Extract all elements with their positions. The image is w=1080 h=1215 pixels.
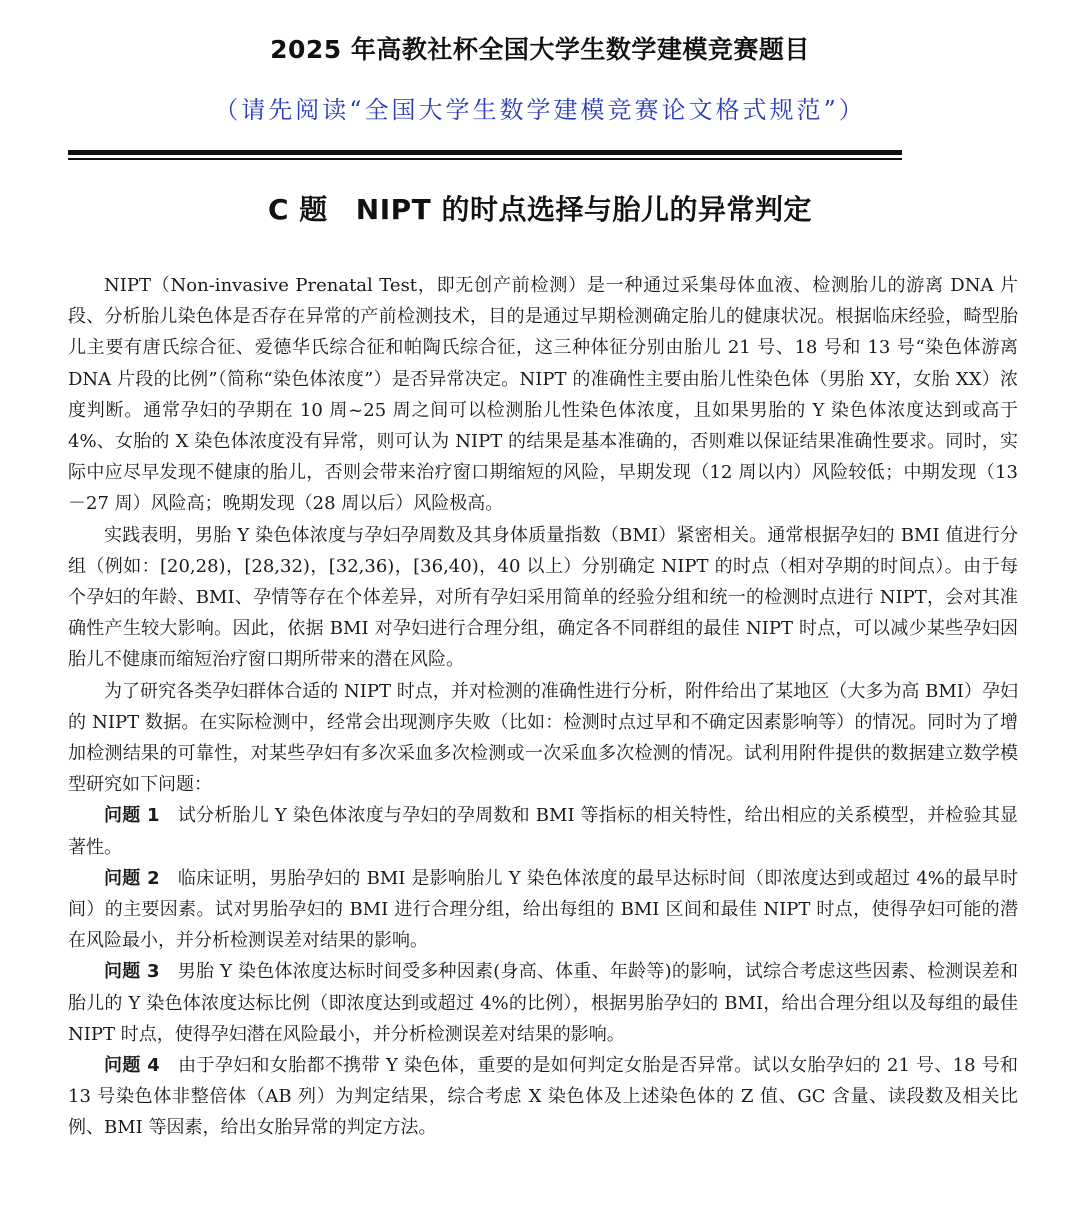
question-1-text: 试分析胎儿 Y 染色体浓度与孕妇的孕周数和 BMI 等指标的相关特性，给出相应的关系模型，并检验其显著性。 (68, 805, 1018, 858)
question-3 (68, 956, 1018, 1050)
question-1-label: 问题 1 (104, 805, 160, 827)
question-4-text: 由于孕妇和女胎都不携带 Y 染色体，重要的是如何判定女胎是否异常。试以女胎孕妇的 21 号、18 号和 13 号染色体非整倍体（AB 列）为判定结果，综合考虑 X 染色体及上述染色体的 Z 值、GC 含量、读段数及相关比例、BMI 等因素，给出女胎异常的判定方法。 (68, 1055, 1018, 1139)
question-2-label: 问题 2 (104, 867, 160, 889)
question-2-text: 临床证明，男胎孕妇的 BMI 是影响胎儿 Y 染色体浓度的最早达标时间（即浓度达到或超过 4%的最早时间）的主要因素。试对男胎孕妇的 BMI 进行合理分组，给出每组的 BMI 区间和最佳 NIPT 时点，使得孕妇可能的潜在风险最小，并分析检测误差对结果的影响。 (68, 867, 1019, 952)
title-rule-thin (68, 158, 902, 160)
title-rule-thick (68, 150, 902, 155)
subtitle: （请先阅读“全国大学生数学建模竞赛论文格式规范”） (214, 96, 866, 124)
question-1 (68, 800, 1018, 862)
paragraph-practice: 实践表明，男胎 Y 染色体浓度与孕妇孕周数及其身体质量指数（BMI）紧密相关。通常根据孕妇的 BMI 值进行分组（例如：[20,28)，[28,32)，[32,36)，[36,40)，40 以上）分别确定 NIPT 的时点（相对孕期的时间点）。由于每个孕妇的年龄、BMI、孕情等存在个体差异，对所有孕妇采用简单的经验分组和统一的检测时点进行 NIPT，会对其准确性产生较大影响。因此，依据 BMI 对孕妇进行合理分组，确定各不同群组的最佳 NIPT 时点，可以减少某些孕妇因胎儿不健康而缩短治疗窗口期所带来的潜在风险。 (68, 524, 1018, 671)
problem-title (0, 188, 1080, 228)
body-text (68, 270, 1018, 1144)
main-title: 2025 年高教社杯全国大学生数学建模竞赛题目 (270, 35, 810, 64)
question-4 (68, 1050, 1018, 1144)
paragraph-research: 为了研究各类孕妇群体合适的 NIPT 时点，并对检测的准确性进行分析，附件给出了某地区（大多为高 BMI）孕妇的 NIPT 数据。在实际检测中，经常会出现测序失败（比如：检测时点过早和不确定因素影响等）的情况。同时为了增加检测结果的可靠性，对某些孕妇有多次采血多次检测或一次采血多次检测的情况。试利用附件提供的数据建立数学模型研究如下问题： (68, 680, 1018, 796)
problem-label: C 题 (267, 193, 328, 226)
question-3-text: 男胎 Y 染色体浓度达标时间受多种因素(身高、体重、年龄等)的影响，试综合考虑这些因素、检测误差和胎儿的 Y 染色体浓度达标比例（即浓度达到或超过 4%的比例），根据男胎孕妇的 BMI，给出合理分组以及每组的最佳 NIPT 时点，使得孕妇潜在风险最小，并分析检测误差对结果的影响。 (68, 961, 1018, 1045)
paragraph-intro: NIPT（Non-invasive Prenatal Test，即无创产前检测）是一种通过采集母体血液、检测胎儿的游离 DNA 片段、分析胎儿染色体是否存在异常的产前检测技术，目的是通过早期检测确定胎儿的健康状况。根据临床经验，畸型胎儿主要有唐氏综合征、爱德华氏综合征和帕陶氏综合征，这三种体征分别由胎儿 21 号、18 号和 13 号“染色体游离 DNA 片段的比例”（简称“染色体浓度”）是否异常决定。NIPT 的准确性主要由胎儿性染色体（男胎 XY，女胎 XX）浓度判断。通常孕妇的孕期在 10 周~25 周之间可以检测胎儿性染色体浓度，且如果男胎的 Y 染色体浓度达到或高于 4%、女胎的 X 染色体浓度没有异常，则可认为 NIPT 的结果是基本准确的，否则难以保证结果准确性要求。同时，实际中应尽早发现不健康的胎儿，否则会带来治疗窗口期缩短的风险，早期发现（12 周以内）风险较低；中期发现（13－27 周）风险高；晚期发现（28 周以后）风险极高。 (68, 275, 1018, 515)
question-2 (68, 863, 1018, 957)
problem-heading: NIPT 的时点选择与胎儿的异常判定 (355, 193, 813, 226)
question-4-label: 问题 4 (104, 1055, 160, 1077)
question-3-label: 问题 3 (104, 961, 160, 983)
